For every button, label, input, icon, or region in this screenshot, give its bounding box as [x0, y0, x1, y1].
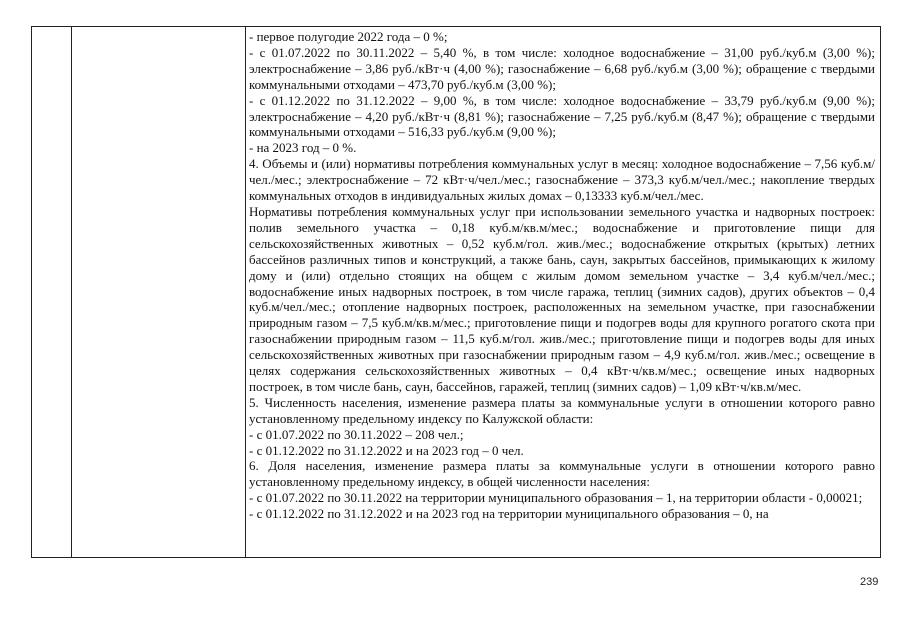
paragraph-first-half-2022: - первое полугодие 2022 года – 0 %;	[249, 29, 448, 44]
paragraph-consumption-norms: Нормативы потребления коммунальных услуг при использовании земельного участка и надворных построек: полив земельного участка – 0,18 куб.м/кв.м/мес.; водоснабжение и приготовление пищи для сельскохозяйственных животных – 0,52 куб.м/гол. жив./мес.; водоснабжение открытых (крытых) летних бассейнов различных типов и конструкций, а также бань, саун, закрытых бассейнов, примыкающих к жилому дому и (или) отдельно стоящих на общем с жилым домом земельном участке – 3,4 куб.м/чел./мес.; водоснабжение иных надворных построек, в том числе гаража, теплиц (зимних садов), других объектов – 0,4 куб.м/чел./мес.; отопление надворных построек, расположенных на земельном участке, при газоснабжении природным газом – 7,5 куб.м/кв.м/мес.; приготовление пищи и подогрев воды для крупного рогатого скота при газоснабжении природным газом – 11,5 куб.м/гол. жив./мес.; приготовление пищи и подогрев воды для иных сельскохозяйственных животных при газоснабжении природным газом – 4,9 куб.м/гол. жив./мес.; освещение в целях содержания сельскохозяйственных животных – 0,4 кВт·ч/кв.м/мес.; освещение иных надворных построек, в том числе бань, саун, бассейнов, гаражей, теплиц (зимних садов) – 1,09 кВт·ч/кв.м/мес.	[249, 203, 875, 394]
paragraph-population-jul-nov: - с 01.07.2022 по 30.11.2022 – 208 чел.;	[249, 426, 464, 442]
paragraph-population-dec-2023: - с 01.12.2022 по 31.12.2022 и на 2023 год – 0 чел.	[249, 442, 524, 458]
paragraph-2023: - на 2023 год – 0 %.	[249, 140, 357, 156]
table-cell-content	[249, 29, 875, 522]
paragraph-section-5: 5. Численность населения, изменение размера платы за коммунальные услуги в отношении которого равно установленному предельному индексу по Калужской области:	[249, 394, 875, 426]
document-table	[31, 26, 881, 558]
column-divider-2	[245, 27, 246, 557]
paragraph-dec-2022: - с 01.12.2022 по 31.12.2022 – 9,00 %, в том числе: холодное водоснабжение – 33,79 руб./куб.м (9,00 %); электроснабжение – 4,20 руб./кВт·ч (8,81 %); газоснабжение – 7,25 руб./куб.м (8,47 %); обращение с твердыми коммунальными отходами – 516,33 руб./куб.м (9,00 %);	[249, 92, 875, 140]
paragraph-section-6: 6. Доля населения, изменение размера платы за коммунальные услуги в отношении которого равно установленному предельному индексу, в общей численности населения:	[249, 458, 875, 490]
paragraph-jul-nov-2022: - с 01.07.2022 по 30.11.2022 – 5,40 %, в том числе: холодное водоснабжение – 31,00 руб./куб.м (3,00 %); электроснабжение – 3,86 руб./кВт·ч (4,00 %); газоснабжение – 6,68 руб./куб.м (3,00 %); обращение с твердыми коммунальными отходами – 473,70 руб./куб.м (3,00 %);	[249, 44, 875, 92]
paragraph-section-4: 4. Объемы и (или) нормативы потребления коммунальных услуг в месяц: холодное водоснабжение – 7,56 куб.м/чел./мес.; электроснабжение – 72 кВт·ч/чел./мес.; газоснабжение – 373,3 куб.м/чел./мес.; накопление твердых коммунальных отходов в индивидуальных жилых домах – 0,13333 куб.м/чел./мес.	[249, 156, 875, 204]
page-number: 239	[860, 576, 879, 588]
paragraph-share-dec-2023: - с 01.12.2022 по 31.12.2022 и на 2023 год на территории муниципального образования – 0, на	[249, 506, 769, 522]
paragraph-share-jul-nov: - с 01.07.2022 по 30.11.2022 на территории муниципального образования – 1, на территории области - 0,00021;	[249, 490, 863, 506]
column-divider-1	[71, 27, 72, 557]
